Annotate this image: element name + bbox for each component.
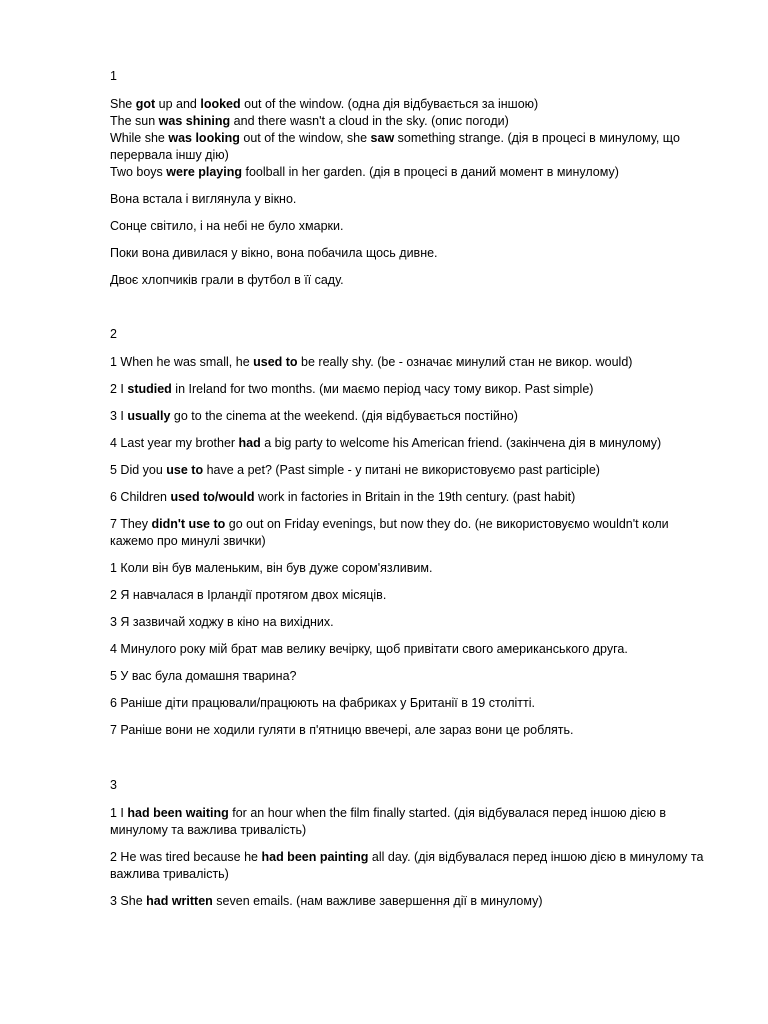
text-run: be really shy. (be - означає минулий стан не викор. would) <box>297 355 633 369</box>
text-run: 2 He was tired because he <box>110 850 262 864</box>
translation-line: 7 Раніше вони не ходили гуляти в п'ятницю ввечері, але зараз вони це роблять. <box>110 723 574 737</box>
exercise-sentence <box>110 893 715 910</box>
text-run: all day. (дія відбувалася перед іншою дією в минулому та важлива тривалість) <box>110 850 704 881</box>
bold-verb-phrase: studied <box>127 382 172 396</box>
bold-verb-phrase: looked <box>200 97 241 111</box>
exercise-sentence <box>110 462 715 479</box>
exercise-sentence <box>110 805 715 839</box>
exercise-sentence <box>110 354 715 371</box>
text-run: go to the cinema at the weekend. (дія відбувається постійно) <box>170 409 518 423</box>
text-run: have a pet? (Past simple - у питані не використовуємо past participle) <box>203 463 600 477</box>
translation-line: 5 У вас була домашня тварина? <box>110 669 297 683</box>
text-run: While she <box>110 131 169 145</box>
text-run: up and <box>155 97 201 111</box>
text-run: Two boys <box>110 165 167 179</box>
text-run: 5 Did you <box>110 463 167 477</box>
bold-verb-phrase: use to <box>166 463 204 477</box>
bold-verb-phrase: were playing <box>166 165 243 179</box>
text-run: a big party to welcome his American friend. (закінчена дія в минулому) <box>260 436 662 450</box>
text-run: in Ireland for two months. (ми маємо період часу тому викор. Past simple) <box>171 382 594 396</box>
text-run: work in factories in Britain in the 19th century. (past habit) <box>254 490 576 504</box>
section-number: 2 <box>110 327 117 341</box>
section-number: 1 <box>110 69 117 83</box>
bold-verb-phrase: got <box>135 97 156 111</box>
text-run: 1 I <box>110 806 128 820</box>
text-run: for an hour when the film finally started. (дія відбувалася перед іншою дією в минулому та важлива тривалість) <box>110 806 666 837</box>
bold-verb-phrase: saw <box>370 131 395 145</box>
example-sentence <box>110 113 715 130</box>
exercise-sentence <box>110 516 715 550</box>
text-run: out of the window, she <box>239 131 371 145</box>
translation-line: Сонце світило, і на небі не було хмарки. <box>110 219 344 233</box>
translation-line: Вона встала і виглянула у вікно. <box>110 192 297 206</box>
bold-verb-phrase: used to/would <box>170 490 255 504</box>
exercise-sentence <box>110 849 715 883</box>
text-run: out of the window. (одна дія відбувається за іншою) <box>240 97 539 111</box>
translation-line: Поки вона дивилася у вікно, вона побачила щось дивне. <box>110 246 438 260</box>
document-body <box>110 68 715 920</box>
example-sentence <box>110 130 715 164</box>
translation-line: Двоє хлопчиків грали в футбол в її саду. <box>110 273 344 287</box>
text-run: and there wasn't a cloud in the sky. (опис погоди) <box>230 114 509 128</box>
text-run: go out on Friday evenings, but now they do. (не використовуємо wouldn't коли кажемо про минулі звички) <box>110 517 669 548</box>
section-number: 3 <box>110 778 117 792</box>
bold-verb-phrase: used to <box>253 355 298 369</box>
text-run: 7 They <box>110 517 152 531</box>
exercise-sentence <box>110 381 715 398</box>
text-run: foolball in her garden. (дія в процесі в даний момент в минулому) <box>242 165 619 179</box>
translation-line: 1 Коли він був маленьким, він був дуже сором'язливим. <box>110 561 433 575</box>
text-run: The sun <box>110 114 159 128</box>
text-run: 3 She <box>110 894 147 908</box>
text-run: 1 When he was small, he <box>110 355 254 369</box>
bold-verb-phrase: was looking <box>168 131 240 145</box>
bold-verb-phrase: had <box>238 436 261 450</box>
bold-verb-phrase: had written <box>146 894 213 908</box>
bold-verb-phrase: didn't use to <box>151 517 226 531</box>
translation-line: 3 Я зазвичай ходжу в кіно на вихідних. <box>110 615 334 629</box>
exercise-sentence <box>110 435 715 452</box>
text-run: something strange. (дія в процесі в минулому, що перервала іншу дію) <box>110 131 680 162</box>
text-run: She <box>110 97 136 111</box>
example-sentences <box>110 96 715 181</box>
example-sentence <box>110 96 715 113</box>
bold-verb-phrase: was shining <box>158 114 231 128</box>
text-run: seven emails. (нам важливе завершення дії в минулому) <box>212 894 543 908</box>
section-3 <box>110 777 715 910</box>
section-2 <box>110 326 715 739</box>
bold-verb-phrase: usually <box>127 409 171 423</box>
text-run: 2 I <box>110 382 128 396</box>
translation-line: 6 Раніше діти працювали/працюють на фабриках у Британії в 19 столітті. <box>110 696 535 710</box>
exercise-sentence <box>110 408 715 425</box>
text-run: 4 Last year my brother <box>110 436 239 450</box>
bold-verb-phrase: had been waiting <box>127 806 229 820</box>
exercise-sentence <box>110 489 715 506</box>
translation-line: 4 Минулого року мій брат мав велику вечірку, щоб привітати свого американського друга. <box>110 642 628 656</box>
translation-line: 2 Я навчалася в Ірландії протягом двох місяців. <box>110 588 387 602</box>
bold-verb-phrase: had been painting <box>261 850 369 864</box>
example-sentence <box>110 164 715 181</box>
text-run: 3 I <box>110 409 128 423</box>
text-run: 6 Children <box>110 490 171 504</box>
section-1 <box>110 68 715 289</box>
